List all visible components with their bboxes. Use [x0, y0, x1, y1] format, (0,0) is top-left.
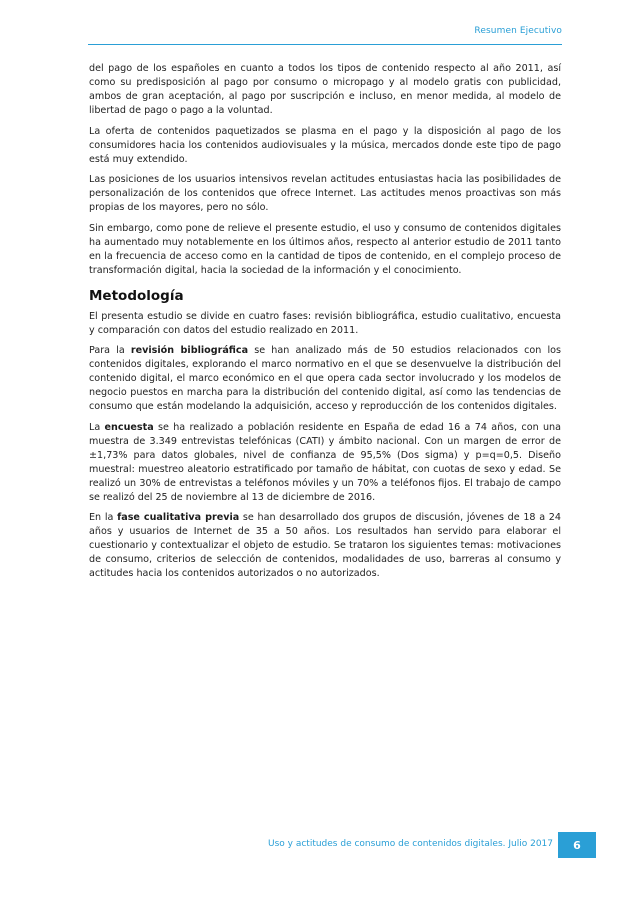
section-heading: Metodología [89, 287, 184, 304]
paragraph [89, 511, 561, 581]
bold-term: fase cualitativa previa [117, 512, 240, 523]
text-run: Para la [89, 345, 131, 356]
footer-title: Uso y actitudes de consumo de contenidos digitales. Julio 2017 [268, 839, 554, 849]
paragraph: El presenta estudio se divide en cuatro fases: revisión bibliográfica, estudio cualitativo, encuesta y comparación con datos del estudio realizado en 2011. [89, 310, 561, 336]
text-run: La [89, 421, 105, 433]
text-run: En la [89, 512, 118, 523]
text-run: se ha realizado a población residente en España de edad 16 a 74 años, con una muestra de 3.349 entrevistas telefónicas (CATI) y ámbito nacional. Con un margen de error de ±1,73% para datos globales, nivel de confianza de 95,5% (Dos sigma) y p=q=0,5. Diseño muestral: muestreo aleatorio estratificado por tamaño de hábitat, con cuotas de sexo y edad. Se realizó un 30% de entrevistas a teléfonos móviles y un 70% a teléfonos fijos. El trabajo de campo se realizó del 25 de noviembre al 13 de diciembre de 2016. [89, 421, 561, 503]
text-run: se han analizado más de 50 estudios relacionados con los contenidos digitales, explorando el marco normativo en el que se desenvuelve la distribución del contenido digital, el marco económico en el que opera cada sector involucrado y los modelos de negocio puestos en marcha para la distribución del contenido digital, así como las tendencias de consumo que están modelando la adquisición, acceso y reproducción de los contenidos digitales. [89, 345, 562, 412]
document-body [89, 62, 561, 588]
text-run: se han desarrollado dos grupos de discusión, jóvenes de 18 a 24 años y usuarios de Internet de 35 a 50 años. Los resultados han servido para elaborar el cuestionario y contextualizar el objeto de estudio. Se trataron los siguientes temas: motivaciones de consumo, criterios de selección de contenidos, modalidades de uso, barreras al consumo y actitudes hacia los contenidos autorizados o no autorizados. [89, 512, 561, 579]
bold-term: revisión bibliográfica [130, 345, 249, 356]
paragraph: del pago de los españoles en cuanto a todos los tipos de contenido respecto al año 2011, así como su predisposición al pago por consumo o micropago y al modelo gratis con publicidad, ambos de gran aceptación, al pago por suscripción e incluso, en menor medida, al modelo de libertad de pago o pago a la voluntad. [89, 63, 561, 116]
bold-term: encuesta [104, 421, 154, 433]
paragraph: La oferta de contenidos paquetizados se plasma en el pago y la disposición al pago de los consumidores hacia los contenidos audiovisuales y la música, mercados donde este tipo de pago está muy extendido. [89, 125, 561, 165]
page-number: 6 [558, 832, 596, 858]
paragraph: Las posiciones de los usuarios intensivos revelan actitudes entusiastas hacia las posibilidades de personalización de los contenidos que ofrece Internet. Las actitudes menos proactivas son más propias de los mayores, pero no sólo. [89, 174, 561, 213]
paragraph [89, 344, 561, 414]
running-header: Resumen Ejecutivo [474, 26, 562, 36]
paragraph: Sin embargo, como pone de relieve el presente estudio, el uso y consumo de contenidos digitales ha aumentado muy notablemente en los últimos años, respecto al anterior estudio de 2011 tanto en la frecuencia de acceso como en la cantidad de tipos de contenido, en el complejo proceso de transformación digital, hacia la sociedad de la información y el conocimiento. [89, 222, 561, 276]
header-divider [88, 44, 562, 45]
paragraph [89, 421, 561, 505]
